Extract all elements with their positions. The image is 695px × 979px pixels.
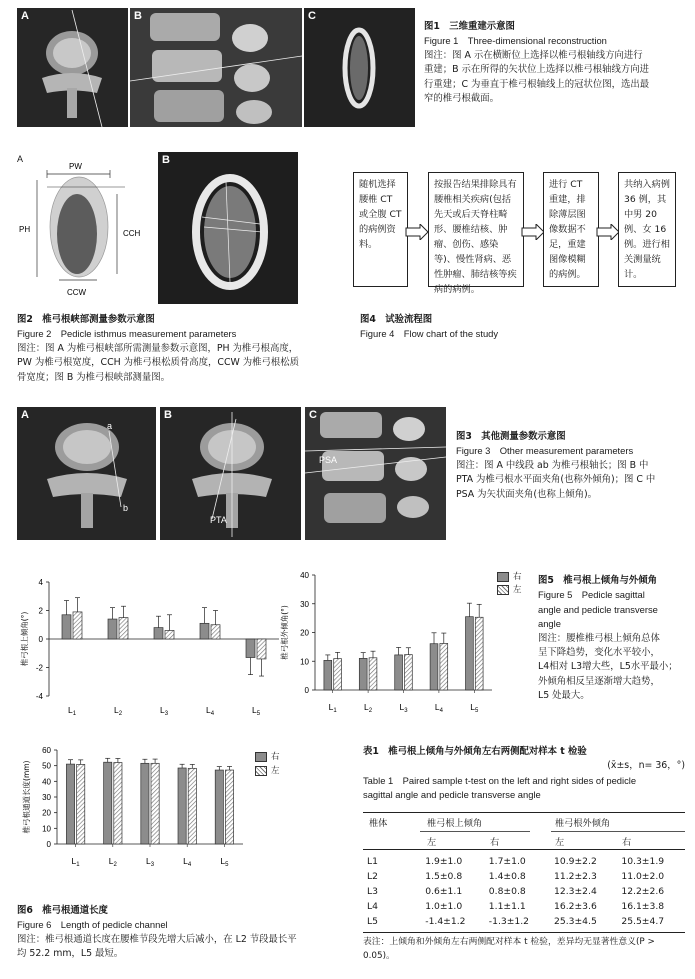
fig1-label-b: B	[134, 10, 142, 22]
y-tick-label: -2	[35, 663, 43, 673]
fig6-title-zh: 图6 椎弓根通道长度	[17, 905, 108, 916]
table1-col-sagittal: 椎弓根上倾角	[427, 818, 483, 829]
fig2-ph-label: PH	[19, 225, 31, 234]
legend-right-swatch	[255, 752, 267, 762]
table-cell-value: 25.3±4.5	[554, 916, 597, 927]
bar	[430, 644, 438, 690]
fig2-panel-b	[158, 152, 298, 304]
flow-arrow-2	[521, 224, 545, 240]
table-cell-value: 16.1±3.8	[621, 901, 665, 912]
table-row	[363, 914, 685, 929]
y-tick-label: 40	[42, 777, 51, 787]
chart-sagittal-angle	[17, 570, 287, 720]
fig2-diagram	[17, 152, 149, 302]
flow-arrow-1	[405, 224, 429, 240]
fig1-label-c: C	[308, 10, 316, 22]
fig1-panel-a-image	[17, 8, 128, 127]
table1-caption	[363, 745, 685, 803]
x-tick-label: $L_3$	[159, 705, 169, 717]
table-cell-vertebra: L2	[367, 871, 378, 882]
table-row	[363, 884, 685, 899]
table-cell-value: 1.5±0.8	[425, 871, 463, 882]
fig3-label-c: C	[309, 409, 317, 421]
flow-box-2-text: 按报告结果排除具有腰椎相关疾病(包括先天或后天脊柱畸形、腰椎结核、肿瘤、创伤、感染等)、慢性肾病、恶性肿瘤、肺结核等疾病的病例。	[434, 179, 517, 295]
y-tick-label: 30	[42, 793, 51, 802]
y-tick-label: 40	[300, 571, 309, 580]
fig3-title-zh: 图3 其他测量参数示意图	[456, 431, 566, 442]
table-cell-value: 11.2±2.3	[554, 871, 597, 882]
table-cell-value: 10.9±2.2	[554, 856, 597, 867]
table-cell-value: 12.3±2.4	[554, 886, 597, 897]
table-cell-value: 12.2±2.6	[621, 886, 665, 897]
table-cell-value: 1.4±0.8	[488, 871, 526, 882]
bar	[114, 763, 122, 844]
flow-box-1	[353, 172, 408, 287]
bar	[141, 763, 149, 844]
fig3-panel-c	[305, 407, 446, 540]
fig3-label-a: A	[21, 409, 29, 421]
bar	[369, 658, 377, 690]
fig3-note-line: 图注：图 A 中线段 ab 为椎弓根轴长；图 B 中	[456, 459, 649, 471]
x-tick-label: $L_2$	[108, 856, 117, 868]
fig6-caption	[17, 904, 352, 962]
fig1-note-line: 窄的椎弓根截面。	[424, 93, 500, 105]
legend-left-swatch	[255, 766, 267, 776]
table-row	[363, 854, 685, 869]
bar	[334, 659, 342, 690]
table-cell-value: -1.4±1.2	[425, 916, 466, 927]
table1-title-zh: 表1 椎弓根上倾角与外倾角左右两侧配对样本 t 检验	[363, 746, 587, 757]
table1-note	[363, 935, 689, 963]
fig5-title-en: angle and pedicle transverse	[538, 603, 658, 615]
bar	[178, 768, 186, 844]
y-tick-label: 0	[304, 686, 309, 695]
bar	[246, 639, 255, 658]
table-cell-vertebra: L3	[367, 886, 378, 897]
table-cell-value: -1.3±1.2	[488, 916, 530, 927]
fig5-note-line: 图注：腰椎椎弓根上倾角总体	[538, 632, 660, 644]
x-tick-label: $L_5$	[220, 856, 229, 868]
fig1-panel-a	[17, 8, 128, 127]
table1-sub-left: 左	[555, 837, 565, 848]
x-tick-label: $L_3$	[145, 856, 155, 868]
y-tick-label: 20	[300, 628, 309, 638]
x-tick-label: $L_2$	[113, 705, 123, 717]
fig1-panel-c	[304, 8, 415, 127]
fig3-caption	[456, 430, 688, 502]
fig3-note-line: PSA 为矢状面夹角(也称上倾角)。	[456, 488, 597, 500]
x-tick-label: $L_3$	[399, 702, 408, 714]
fig3-note-line: PTA 为椎弓根水平面夹角(也称外倾角)；图 C 中	[456, 474, 656, 486]
fig2-panel-a	[17, 152, 149, 302]
fig5-title-zh: 图5 椎弓根上倾角与外倾角	[538, 575, 658, 586]
fig5-note-line: L5 处最大。	[538, 690, 590, 702]
fig1-panel-b-image	[130, 8, 302, 127]
table1-title-en: Table 1 Paired sample t-test on the left and right sides of pedicle	[363, 774, 637, 786]
y-tick-label: 50	[42, 761, 51, 771]
bar	[405, 655, 413, 690]
fig3-panel-a-image	[17, 407, 156, 540]
table1-title-en: sagittal angle and pedicle transverse angle	[363, 789, 541, 801]
fig6-title-en: Figure 6 Length of pedicle channel	[17, 919, 168, 931]
table1-sub-right: 右	[622, 837, 632, 848]
bar	[359, 658, 367, 690]
fig3-point-b: b	[123, 503, 129, 513]
x-tick-label: $L_2$	[364, 702, 373, 714]
fig3-pta-label: PTA	[210, 515, 227, 525]
fig1-panel-b	[130, 8, 302, 127]
fig2-note-line: 骨宽度；图 B 为椎弓根峡部测量图。	[17, 371, 171, 383]
flow-box-4-text: 共纳入病例 36 例，其中男 20 例、女 16 例。进行相关测量统计。	[624, 179, 670, 280]
fig3-psa-label: PSA	[319, 455, 338, 465]
fig2-note-line: PW 为椎弓根宽度，CCH 为椎弓根松质骨高度，CCW 为椎弓根松质	[17, 357, 299, 369]
fig6-note-line: 均 52.2 mm，L5 最短。	[17, 948, 124, 960]
bar	[104, 762, 112, 844]
bar	[154, 628, 163, 639]
x-tick-label: $L_4$	[434, 702, 443, 714]
bar	[200, 623, 209, 639]
fig5-title-en: angle	[538, 618, 561, 630]
bar	[165, 630, 174, 639]
y-tick-label: 0	[38, 635, 43, 644]
flow-box-3	[543, 172, 599, 287]
y-tick-label: 60	[42, 746, 51, 755]
table1-group-rule	[551, 831, 685, 832]
bar	[151, 763, 159, 844]
y-tick-label: 2	[38, 606, 43, 616]
table1-top-rule	[363, 812, 685, 813]
table-cell-vertebra: L4	[367, 901, 378, 912]
table-cell-value: 1.1±1.1	[488, 901, 526, 912]
fig3-panel-c-image	[305, 407, 446, 540]
fig2-title-en: Figure 2 Pedicle isthmus measurement parameters	[17, 328, 237, 340]
table-cell-value: 1.9±1.0	[425, 856, 463, 867]
flow-box-4	[618, 172, 676, 287]
x-tick-label: $L_4$	[183, 856, 192, 868]
fig4-title-zh: 图4 试验流程图	[360, 314, 433, 325]
fig2-caption	[17, 313, 352, 385]
legend-left-swatch	[497, 585, 509, 595]
fig2-label-a: A	[17, 154, 24, 164]
legend-left-label: 左	[513, 585, 522, 595]
fig4-caption	[360, 313, 680, 342]
fig5-legend	[497, 571, 522, 597]
bar	[211, 625, 220, 639]
fig3-panel-a	[17, 407, 156, 540]
table1-sub-left: 左	[427, 837, 437, 848]
fig5-note-line: 呈下降趋势，变化水平较小，	[538, 647, 660, 659]
fig2-pw-label: PW	[69, 162, 82, 171]
legend-right-swatch	[497, 572, 509, 582]
y-tick-label: 0	[46, 840, 51, 849]
bar	[466, 617, 474, 690]
chart-channel-length	[17, 742, 249, 870]
table-cell-value: 11.0±2.0	[621, 871, 665, 882]
fig6-legend	[255, 750, 280, 778]
table-cell-value: 16.2±3.6	[554, 901, 597, 912]
flow-box-3-text: 进行 CT 重建，排除薄层图像数据不足，重建图像模糊的病例。	[549, 179, 586, 280]
y-tick-label: 4	[38, 578, 43, 587]
table-row	[363, 869, 685, 884]
table1-note-line: 表注：上倾角和外倾角左右两侧配对样本 t 检验，差异均无显著性意义(P >	[363, 937, 655, 947]
bar	[73, 612, 82, 639]
fig3-panel-b-image	[160, 407, 301, 540]
fig1-note-line: 重建；B 示在所得的矢状位上选择以椎弓根轴线方向进	[424, 64, 650, 76]
fig6-note-line: 图注：椎弓根通道长度在腰椎节段先增大后减小，在 L2 节段最长平	[17, 933, 297, 945]
table-cell-vertebra: L1	[367, 856, 378, 867]
y-axis-label: 椎弓根上倾角(°)	[20, 611, 29, 667]
fig2-label-b: B	[162, 154, 170, 166]
bar	[188, 768, 196, 844]
fig1-panel-c-image	[304, 8, 415, 127]
bar	[62, 615, 71, 639]
flow-box-1-text: 随机选择腰椎 CT 或全腹 CT 的病例资料。	[359, 179, 402, 250]
fig3-title-en: Figure 3 Other measurement parameters	[456, 445, 634, 457]
x-tick-label: $L_5$	[470, 702, 479, 714]
bar	[324, 660, 332, 690]
table1-col-transverse: 椎弓根外倾角	[555, 818, 611, 829]
fig1-note-line: 行重建；C 为垂直于椎弓根轴线上的冠状位图，选出最	[424, 78, 650, 90]
bar	[119, 618, 128, 639]
fig2-ccw-label: CCW	[67, 288, 87, 297]
fig1-note-line: 图注：图 A 示在横断位上选择以椎弓根轴线方向进行	[424, 49, 643, 61]
table1-body	[363, 854, 685, 929]
fig1-label-a: A	[21, 10, 29, 22]
table1-col-vertebra: 椎体	[369, 818, 388, 829]
table-cell-value: 0.8±0.8	[488, 886, 526, 897]
bar	[395, 655, 403, 690]
fig1-title-en: Figure 1 Three-dimensional reconstruction	[424, 35, 607, 47]
flow-arrow-3	[596, 224, 620, 240]
x-tick-label: $L_1$	[328, 702, 337, 714]
fig3-point-a: a	[107, 421, 113, 431]
bar	[440, 643, 448, 690]
table-cell-value: 0.6±1.1	[425, 886, 463, 897]
bar	[475, 617, 483, 690]
fig2-title-zh: 图2 椎弓根峡部测量参数示意图	[17, 314, 155, 325]
bar	[257, 639, 266, 659]
x-tick-label: $L_4$	[205, 705, 215, 717]
legend-right-label: 右	[271, 752, 280, 762]
x-tick-label: $L_1$	[67, 705, 77, 717]
table-cell-value: 10.3±1.9	[621, 856, 665, 867]
bar	[108, 619, 117, 639]
fig3-label-b: B	[164, 409, 172, 421]
bar	[66, 764, 74, 844]
bar	[215, 770, 223, 844]
legend-left-label: 左	[271, 766, 280, 776]
y-tick-label: 30	[300, 599, 309, 609]
table-cell-vertebra: L5	[367, 916, 378, 927]
table1-note-line: 0.05)。	[363, 951, 395, 961]
fig1-caption	[424, 20, 689, 106]
table1-header-rule	[363, 849, 685, 850]
y-tick-label: 10	[300, 657, 309, 667]
table1-bottom-rule	[363, 932, 685, 933]
table1-sub-right: 右	[490, 837, 500, 848]
fig5-note-line: L4相对 L3增大些，L5水平最小；	[538, 661, 678, 673]
fig3-panel-b	[160, 407, 301, 540]
y-axis-label: 椎弓根外倾角(°)	[280, 605, 289, 660]
fig4-title-en: Figure 4 Flow chart of the study	[360, 328, 499, 340]
x-tick-label: $L_1$	[71, 856, 80, 868]
fig1-title-zh: 图1 三维重建示意图	[424, 21, 515, 32]
y-tick-label: 20	[42, 808, 51, 818]
chart-transverse-angle	[275, 565, 500, 720]
table1-group-rule	[420, 831, 530, 832]
bar	[225, 770, 233, 844]
x-tick-label: $L_5$	[251, 705, 261, 717]
flow-box-2	[428, 172, 524, 295]
legend-right-label: 右	[513, 572, 522, 582]
y-axis-label: 椎弓根通道长度(mm)	[22, 760, 31, 834]
table-cell-value: 1.7±1.0	[488, 856, 526, 867]
fig5-title-en: Figure 5 Pedicle sagittal	[538, 589, 645, 601]
y-tick-label: 10	[42, 824, 51, 834]
fig5-caption	[538, 574, 688, 704]
y-tick-label: -4	[35, 692, 43, 701]
table-cell-value: 1.0±1.0	[425, 901, 463, 912]
fig2-panel-b-image	[158, 152, 298, 304]
table1-subtitle: (x̄±s，n= 36，°)	[607, 760, 685, 772]
fig2-cch-label: CCH	[123, 229, 141, 238]
fig5-note-line: 外倾角相反呈逐渐增大趋势，	[538, 675, 660, 687]
table-cell-value: 25.5±4.7	[621, 916, 665, 927]
bar	[77, 764, 85, 844]
table-row	[363, 899, 685, 914]
fig2-note-line: 图注：图 A 为椎弓根峡部所需测量参数示意图，PH 为椎弓根高度，	[17, 342, 299, 354]
